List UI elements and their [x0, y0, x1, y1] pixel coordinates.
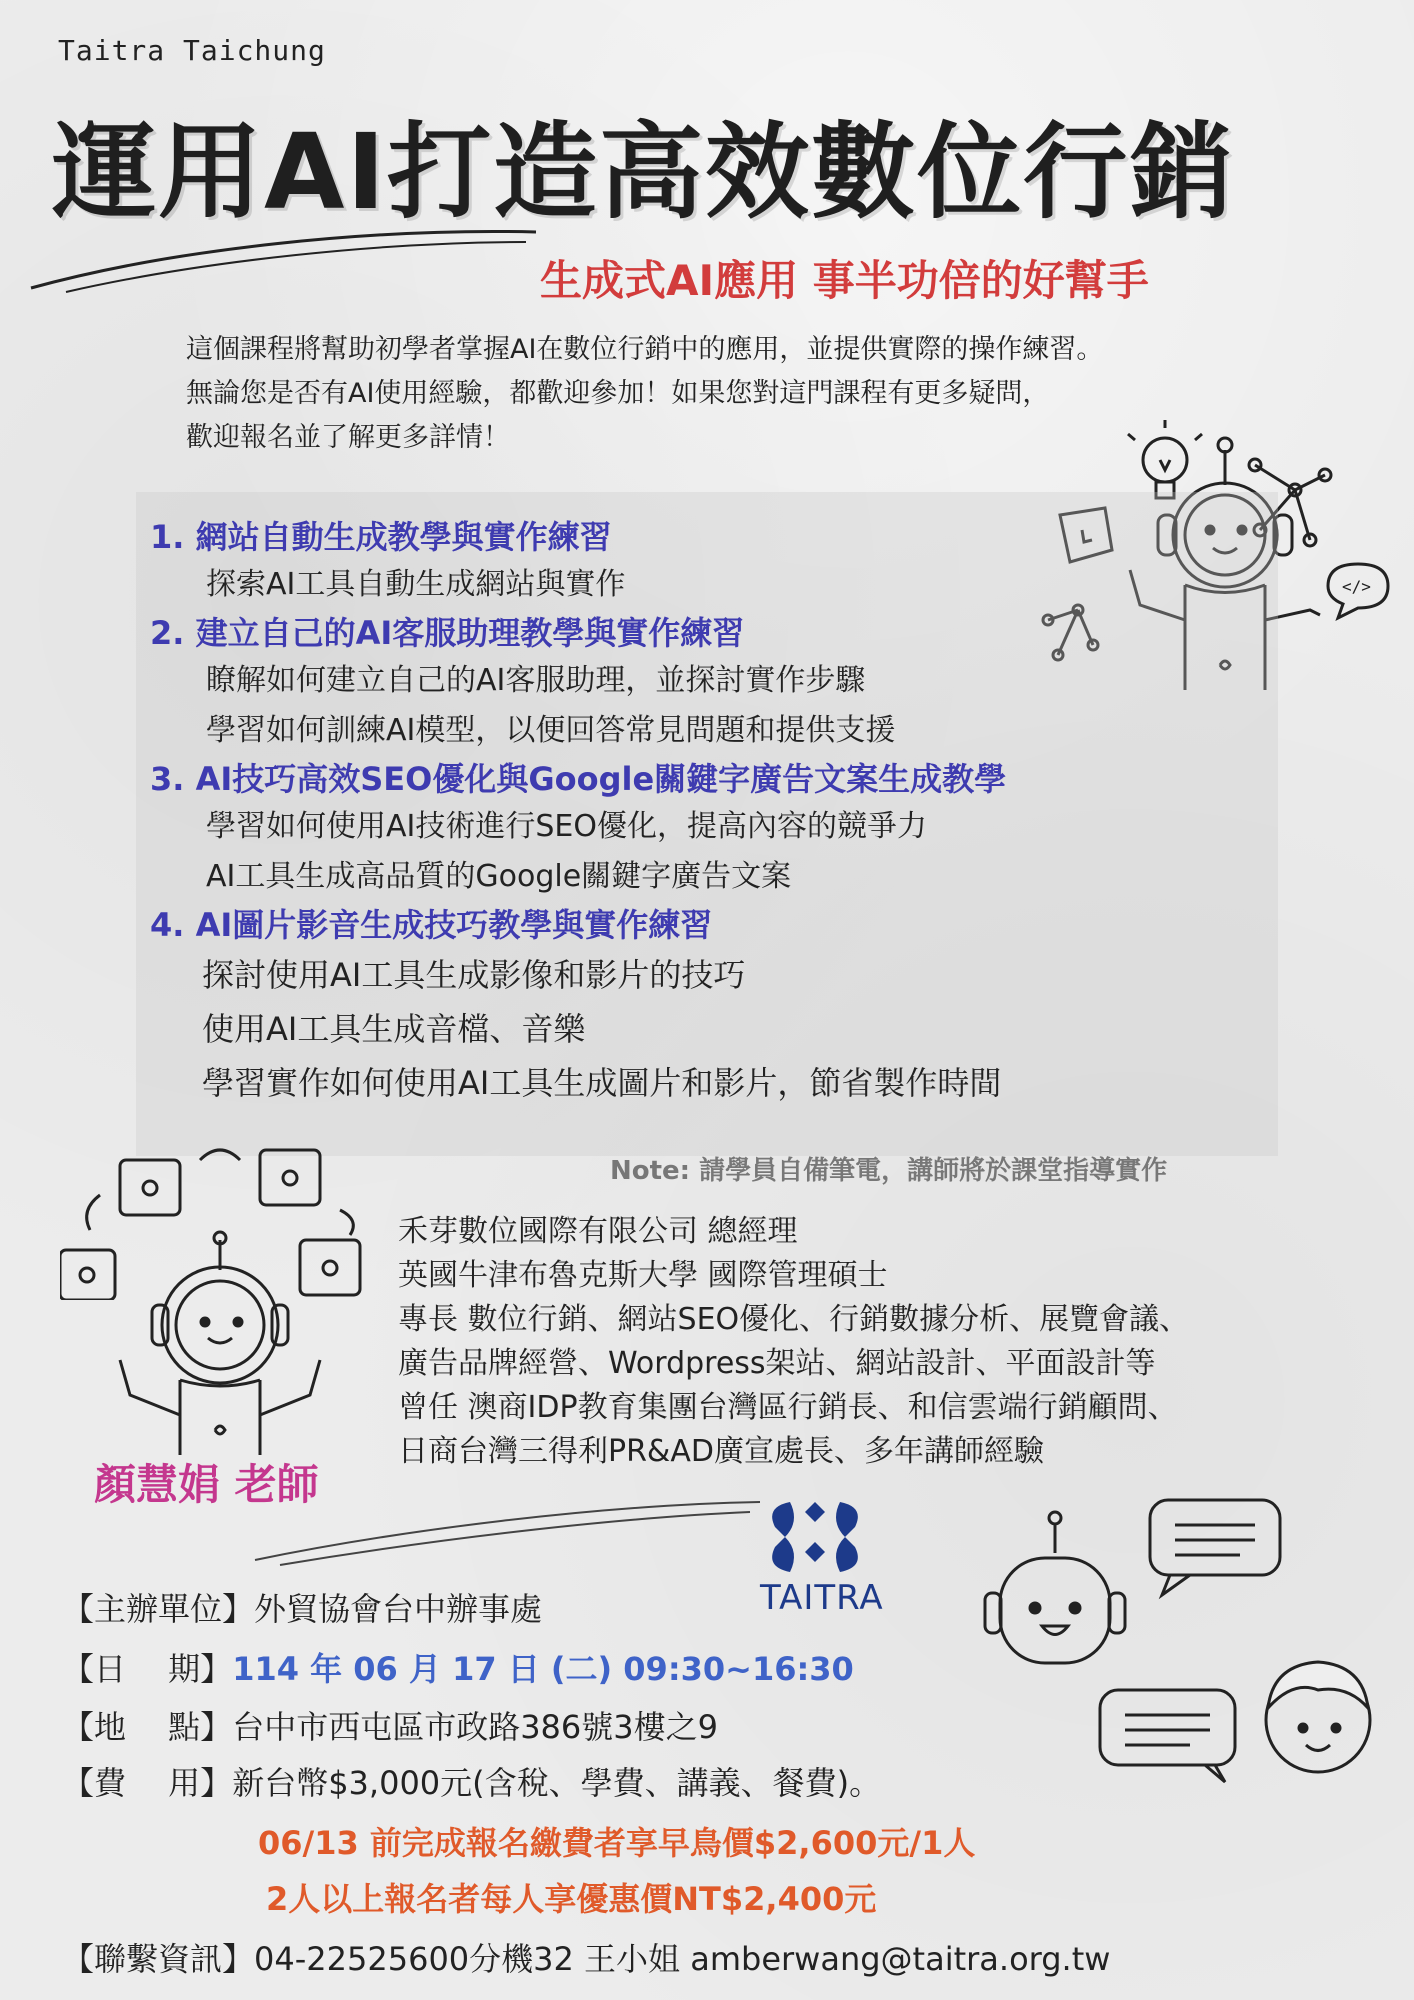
bio-line: 專長 數位行銷、網站SEO優化、行銷數據分析、展覽會議、: [398, 1302, 1190, 1337]
contact-value[interactable]: 04-22525600分機32 王小姐 amberwang@taitra.org.tw: [254, 1940, 1111, 1978]
code-bubble-icon: [1318, 556, 1398, 626]
organizer-row: [62, 1584, 542, 1630]
contact-label: 【聯繫資訊】: [62, 1940, 255, 1978]
organizer-label: 【主辦單位】: [62, 1590, 255, 1628]
speech-bubble-icon: [1140, 1490, 1290, 1600]
date-label: 【日 期】: [62, 1650, 233, 1688]
contact-row: [62, 1934, 1110, 1980]
course-item: AI工具生成高品質的Google關鍵字廣告文案: [206, 859, 792, 894]
place-value: 台中市西屯區市政路386號3樓之9: [232, 1708, 718, 1746]
bio-line: 日商台灣三得利PR&AD廣宣處長、多年講師經驗: [398, 1434, 1044, 1469]
subtitle: 生成式AI應用 事半功倍的好幫手: [540, 256, 1149, 305]
course-title: 4. AI圖片影音生成技巧教學與實作練習: [150, 906, 713, 944]
course-title: 1. 網站自動生成教學與實作練習: [150, 518, 612, 556]
intro-line: 無論您是否有AI使用經驗，都歡迎參加！如果您對這門課程有更多疑問，: [186, 378, 1050, 409]
bio-line: 曾任 澳商IDP教育集團台灣區行銷長、和信雲端行銷顧問、: [398, 1390, 1178, 1425]
place-label: 【地 點】: [62, 1708, 233, 1746]
decorative-swoosh: [26, 218, 546, 298]
robot-head-icon: [90, 1230, 350, 1460]
intro-line: 這個課程將幫助初學者掌握AI在數位行銷中的應用，並提供實際的操作練習。: [186, 334, 1104, 365]
intro-text: [186, 328, 1103, 460]
bio-line: 英國牛津布魯克斯大學 國際管理碩士: [398, 1258, 888, 1293]
decorative-swoosh: [250, 1490, 770, 1570]
speech-bubble-icon: [1090, 1680, 1250, 1790]
bio-line: 廣告品牌經營、Wordpress架站、網站設計、平面設計等: [398, 1346, 1156, 1381]
early-bird-promo: 06/13 前完成報名繳費者享早鳥價$2,600元/1人: [258, 1824, 976, 1862]
note-text: Note: 請學員自備筆電，講師將於課堂指導實作: [610, 1156, 1168, 1186]
page-title: 運用AI打造高效數位行銷: [52, 111, 1236, 233]
brand-label: Taitra Taichung: [58, 34, 326, 67]
course-item: 探討使用AI工具生成影像和影片的技巧: [202, 956, 746, 994]
course-item: 學習如何訓練AI模型，以便回答常見問題和提供支援: [206, 713, 896, 748]
place-row: [62, 1702, 718, 1748]
fee-label: 【費 用】: [62, 1764, 233, 1802]
bio-line: 禾芽數位國際有限公司 總經理: [398, 1214, 798, 1249]
fee-value: 新台幣$3,000元(含稅、學費、講義、餐費)。: [232, 1764, 882, 1802]
course-item: 使用AI工具生成音檔、音樂: [202, 1010, 586, 1048]
course-item: 探索AI工具自動生成網站與實作: [206, 567, 626, 602]
logo-text: TAITRA: [760, 1578, 884, 1618]
intro-line: 歡迎報名並了解更多詳情！: [186, 422, 510, 453]
robot-head-icon: [980, 1508, 1140, 1678]
course-list: [150, 514, 1006, 1110]
course-title: 2. 建立自己的AI客服助理教學與實作練習: [150, 614, 745, 652]
course-title: 3. AI技巧高效SEO優化與Google關鍵字廣告文案生成教學: [150, 760, 1007, 798]
date-value: 114 年 06 月 17 日 (二) 09:30~16:30: [232, 1650, 854, 1688]
date-row: [62, 1644, 854, 1690]
teacher-bio: [398, 1210, 1189, 1474]
svg-text:</>: </>: [1342, 577, 1371, 596]
taitra-logo: [760, 1492, 870, 1582]
group-promo: 2人以上報名者每人享優惠價NT$2,400元: [266, 1880, 877, 1918]
person-face-icon: [1258, 1650, 1378, 1780]
teacher-name: 顏慧娟 老師: [94, 1460, 319, 1509]
organizer-value: 外貿協會台中辦事處: [254, 1590, 543, 1628]
course-item: 學習如何使用AI技術進行SEO優化，提高內容的競爭力: [206, 809, 927, 844]
course-item: 瞭解如何建立自己的AI客服助理，並探討實作步驟: [206, 663, 866, 698]
fee-row: [62, 1758, 881, 1804]
course-item: 學習實作如何使用AI工具生成圖片和影片，節省製作時間: [202, 1064, 1002, 1102]
